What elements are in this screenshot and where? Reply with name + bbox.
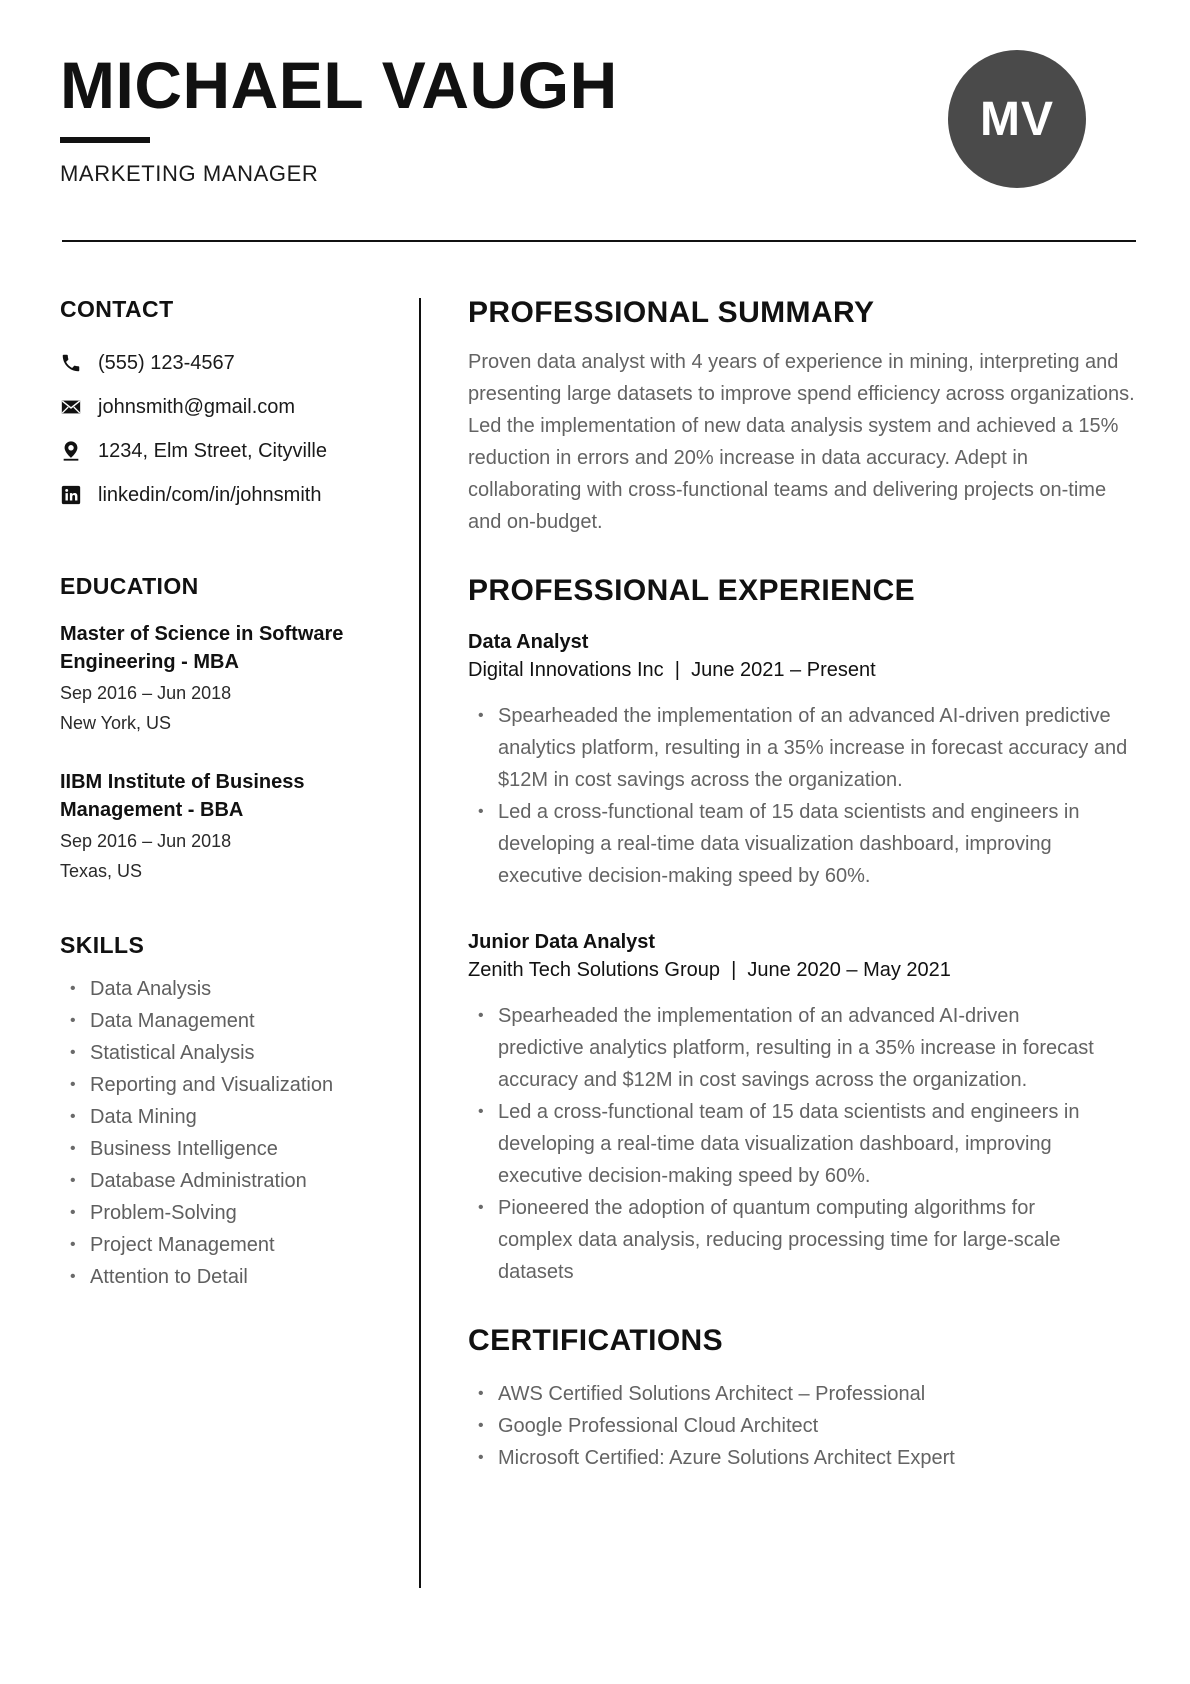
avatar [948, 50, 1086, 188]
education-dates: Sep 2016 – Jun 2018 [60, 683, 232, 703]
education-item [60, 620, 405, 738]
certification-item: • Google Professional Cloud Architect [468, 1410, 1138, 1442]
job-bullet: • Led a cross-functional team of 15 data scientists and engineers in developing a real-time data visualization dashboard, improving executive decision-making speed by 60%. [468, 1096, 1098, 1192]
job-bullets [468, 700, 1138, 892]
candidate-name: MICHAEL VAUGH [60, 48, 618, 122]
skill-item: • Business Intelligence [60, 1133, 405, 1165]
job-company-dates: Digital Innovations Inc | June 2021 – Present [468, 659, 876, 681]
skill-item: • Reporting and Visualization [60, 1069, 405, 1101]
job-company-dates: Zenith Tech Solutions Group | June 2020 – May 2021 [468, 959, 951, 981]
job-role: Junior Data Analyst [468, 931, 656, 953]
column-divider [419, 298, 421, 1588]
education-dates: Sep 2016 – Jun 2018 [60, 831, 232, 851]
job-bullet: • Pioneered the adoption of quantum computing algorithms for complex data analysis, reducing processing time for large-scale datasets [468, 1192, 1098, 1288]
job-bullet: • Spearheaded the implementation of an advanced AI-driven predictive analytics platform, resulting in a 35% increase in forecast accuracy and $12M in cost savings across the organization. [468, 1000, 1098, 1096]
job-bullet: • Led a cross-functional team of 15 data scientists and engineers in developing a real-time data visualization dashboard, improving executive decision-making speed by 60%. [468, 796, 1138, 892]
contact-heading: CONTACT [60, 296, 174, 322]
certifications-list [468, 1378, 1138, 1474]
education-item [60, 768, 405, 886]
job-entry [468, 628, 1138, 892]
name-underline [60, 137, 150, 143]
contact-linkedin-text[interactable]: linkedin/com/in/johnsmith [98, 483, 322, 506]
education-location: Texas, US [60, 861, 143, 881]
certification-item: • AWS Certified Solutions Architect – Professional [468, 1378, 1138, 1410]
summary-text: Proven data analyst with 4 years of experience in mining, interpreting and presenting large datasets to improve spend efficiency across organizations. Led the implementation of new data analysis system and achieved a 15% reduction in errors and 20% increase in data accuracy. Adept in collaborating with cross-functional teams and delivering projects on-time and on-budget. [468, 351, 1135, 533]
skill-item: • Attention to Detail [60, 1261, 405, 1293]
location-icon [60, 440, 82, 462]
contact-email [60, 385, 405, 429]
job-bullets [468, 1000, 1138, 1288]
job-role: Data Analyst [468, 631, 589, 653]
skill-item: • Statistical Analysis [60, 1037, 405, 1069]
job-entry [468, 928, 1138, 1288]
skill-item: • Problem-Solving [60, 1197, 405, 1229]
job-title: MARKETING MANAGER [60, 161, 319, 186]
certifications-heading: CERTIFICATIONS [468, 1324, 724, 1357]
avatar-initials: MV [980, 92, 1054, 146]
education-degree: IIBM Institute of Business Management - BBA [60, 771, 305, 821]
header-divider [62, 240, 1136, 242]
phone-icon [60, 352, 82, 374]
job-bullet: • Spearheaded the implementation of an advanced AI-driven predictive analytics platform, resulting in a 35% increase in forecast accuracy and $12M in cost savings across the organization. [468, 700, 1138, 796]
experience-heading: PROFESSIONAL EXPERIENCE [468, 574, 916, 607]
contact-address [60, 429, 405, 473]
contact-list [60, 341, 405, 517]
contact-linkedin [60, 473, 405, 517]
contact-phone-text[interactable]: (555) 123-4567 [98, 351, 235, 374]
contact-phone [60, 341, 405, 385]
education-location: New York, US [60, 713, 172, 733]
skill-item: • Database Administration [60, 1165, 405, 1197]
skill-item: • Project Management [60, 1229, 405, 1261]
email-icon [60, 396, 82, 418]
education-degree: Master of Science in Software Engineering - MBA [60, 623, 344, 673]
skill-item: • Data Mining [60, 1101, 405, 1133]
education-heading: EDUCATION [60, 573, 199, 599]
contact-address-text: 1234, Elm Street, Cityville [98, 439, 327, 462]
skill-item: • Data Analysis [60, 973, 405, 1005]
linkedin-icon [60, 484, 82, 506]
summary-heading: PROFESSIONAL SUMMARY [468, 296, 875, 329]
contact-email-text[interactable]: johnsmith@gmail.com [98, 395, 296, 418]
certification-item: • Microsoft Certified: Azure Solutions Architect Expert [468, 1442, 1138, 1474]
left-column [60, 296, 405, 1293]
right-column [468, 296, 1138, 1474]
skill-item: • Data Management [60, 1005, 405, 1037]
skills-heading: SKILLS [60, 932, 145, 958]
skills-list [60, 973, 405, 1293]
